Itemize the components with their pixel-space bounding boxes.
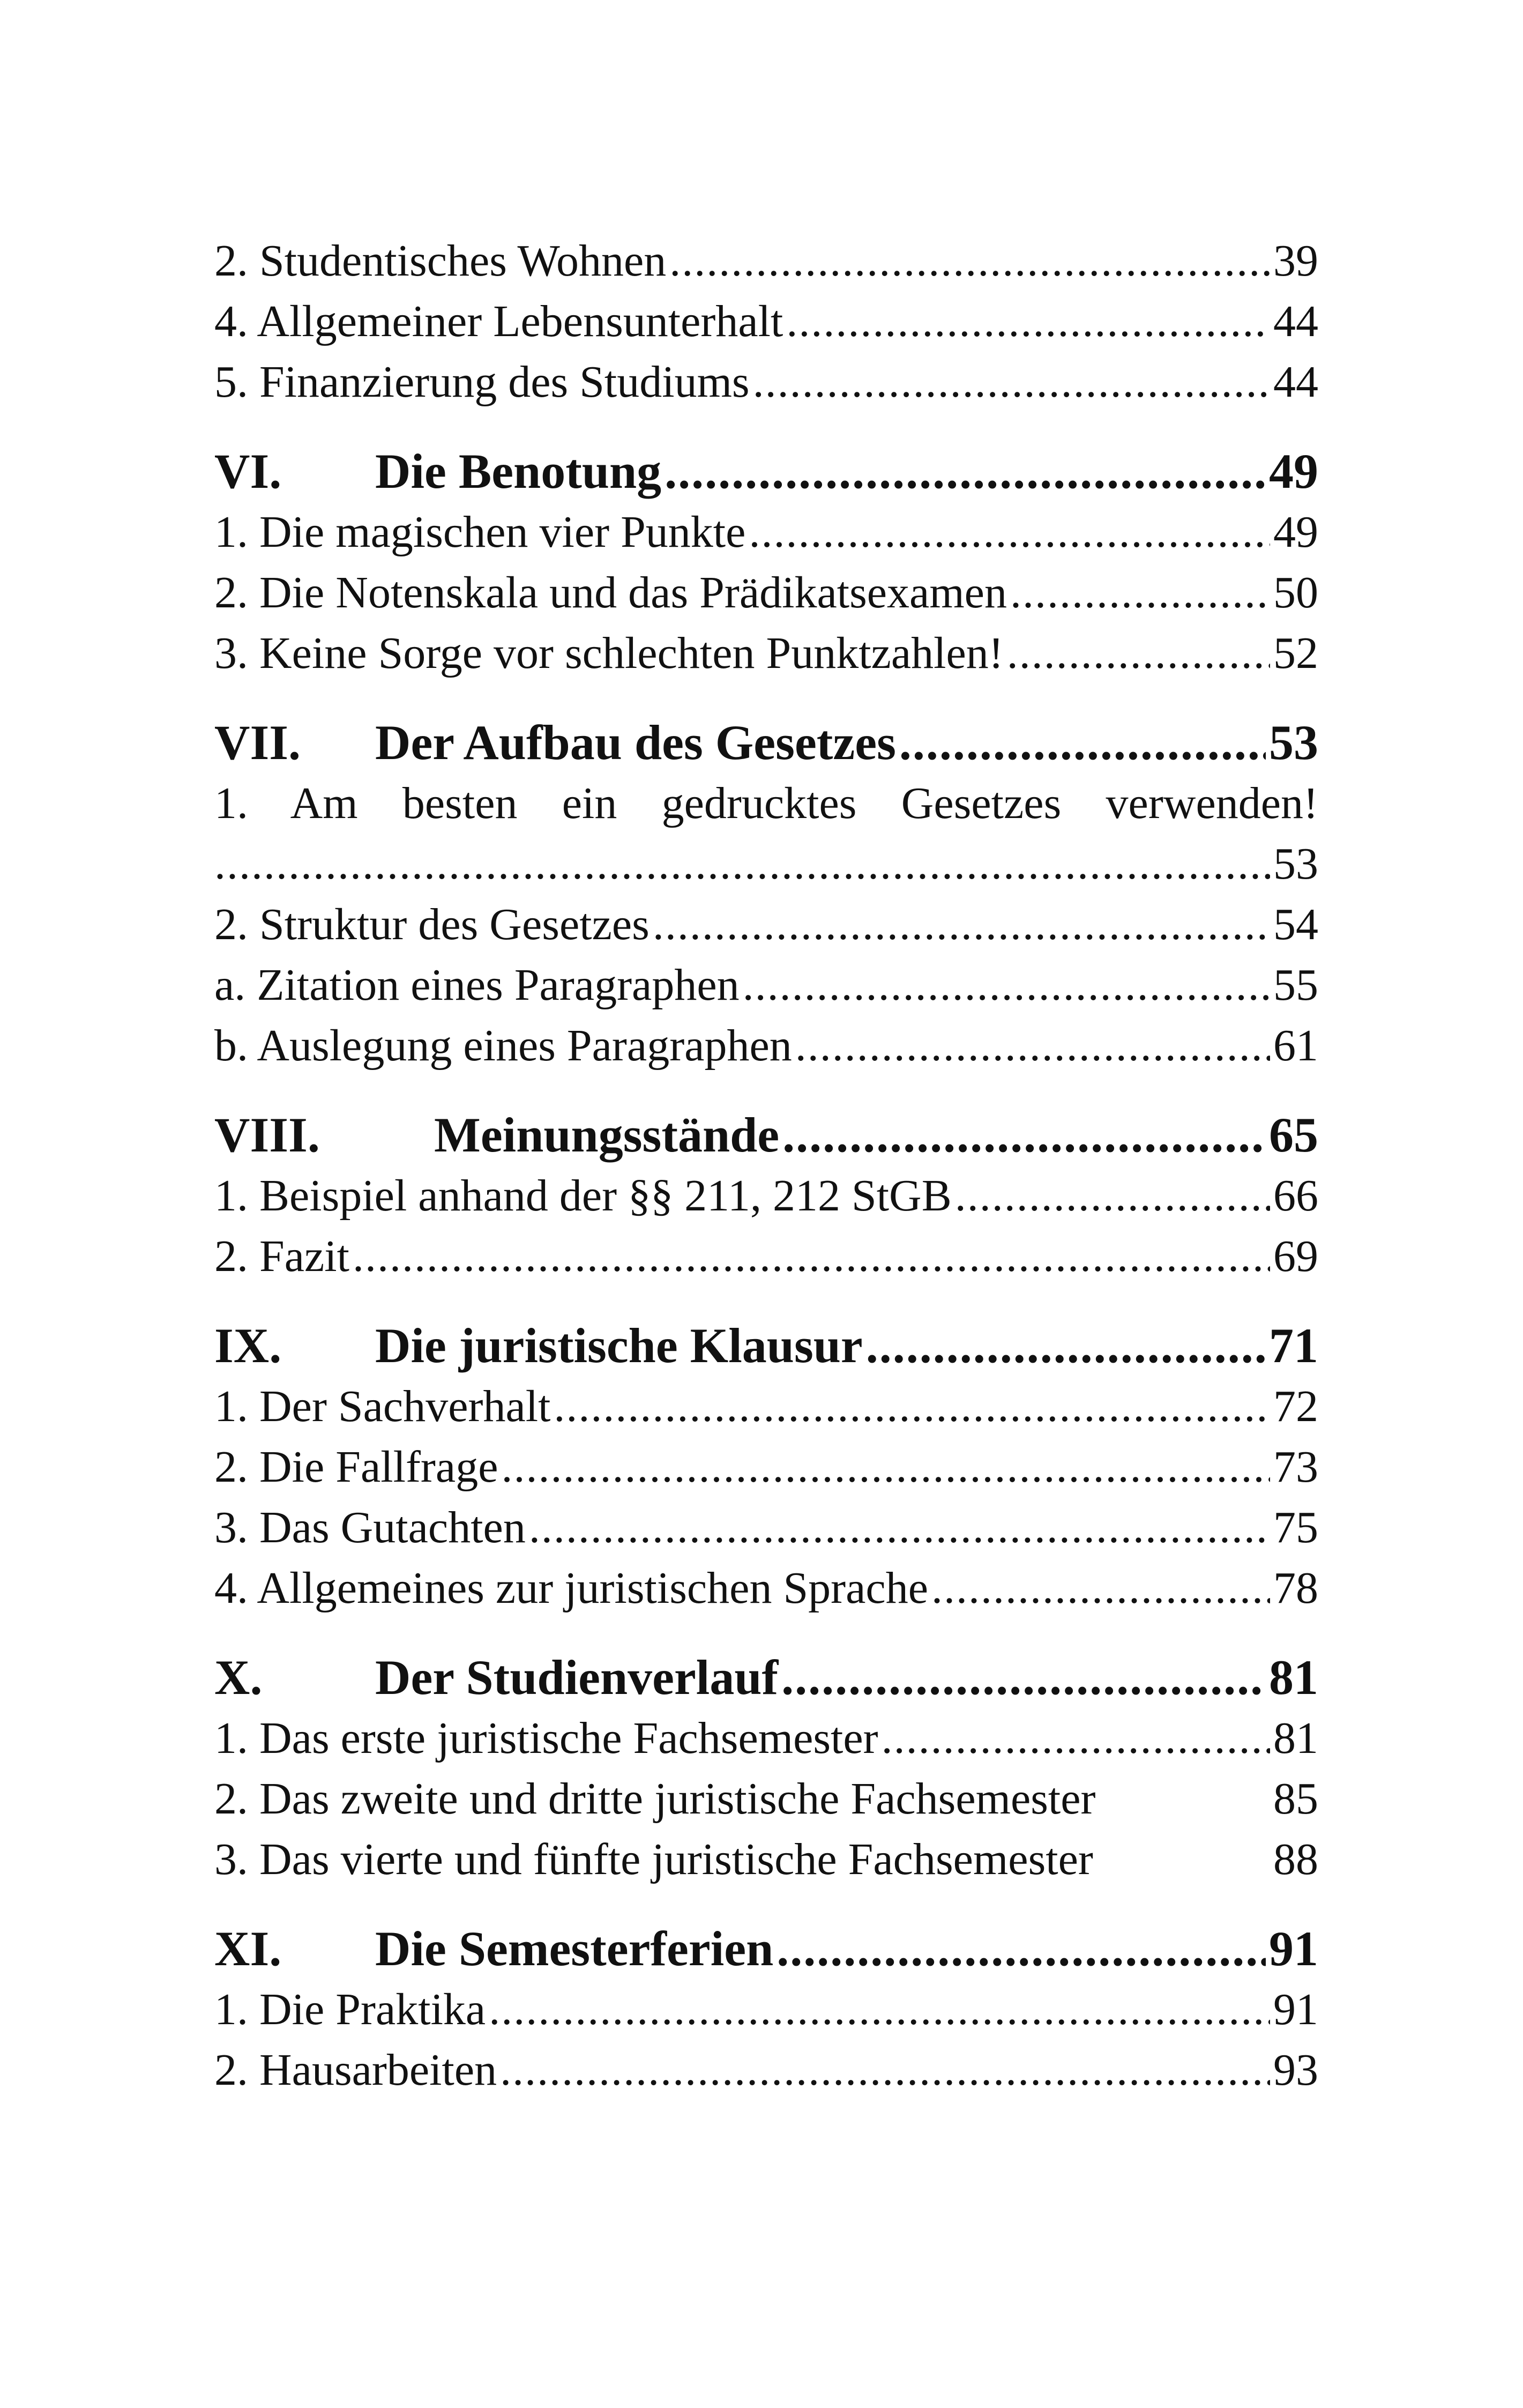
toc-page-number: 44 [1273,357,1318,407]
toc-entry [214,1165,1318,1226]
dot-leader [777,1919,1266,1979]
toc-chapter-text: Meinungsstände [434,1108,780,1162]
toc-page-number: 78 [1273,1563,1318,1613]
toc-chapter-number: XI. [214,1921,282,1976]
toc-entry-title: a. Zitation eines Paragraphen [214,960,740,1010]
dot-leader [554,1376,1270,1437]
dot-leader [1010,562,1270,623]
toc-page-number: 50 [1273,568,1318,618]
toc-chapter-number: IX. [214,1318,282,1373]
toc-entry-title: 2. Fazit [214,1231,349,1281]
toc-chapter-heading [214,1105,1318,1165]
toc-chapter-heading [214,441,1318,502]
toc-entry-title: 1. Der Sachverhalt [214,1381,551,1431]
toc-entry [214,1768,1318,1829]
toc-page-number: 49 [1273,507,1318,557]
toc-entry-title: 1. Am besten ein gedrucktes Gesetzes verwenden! [214,778,1318,828]
toc-entry-title: 1. Die Praktika [214,1985,486,2034]
toc-chapter-title [214,1316,863,1376]
toc-entry [214,955,1318,1015]
toc-entry [214,894,1318,955]
dot-leader [899,712,1266,773]
toc-entry-continuation [214,834,1318,894]
dot-leader [786,291,1270,352]
toc-entry-title: 1. Beispiel anhand der §§ 211, 212 StGB [214,1171,952,1221]
toc-page-number: 49 [1269,444,1318,499]
toc-chapter-text: Der Aufbau des Gesetzes [375,715,896,770]
toc-entry-title: 3. Das Gutachten [214,1503,526,1552]
dot-leader [782,1105,1266,1165]
toc-chapter-title [214,1647,778,1708]
toc-entry-title: 2. Das zweite und dritte juristische Fachsemester [214,1774,1096,1824]
toc-chapter-number: VII. [214,715,301,770]
toc-entry-wrapped [214,773,1318,834]
dot-leader [353,1226,1270,1287]
dot-leader [882,1708,1270,1768]
toc-entry-title: 1. Das erste juristische Fachsemester [214,1713,878,1763]
toc-page-number: 44 [1273,296,1318,346]
toc-entry [214,1979,1318,2040]
toc-entry-title: 1. Die magischen vier Punkte [214,507,746,557]
toc-chapter-heading [214,1919,1318,1979]
toc-entry [214,231,1318,291]
dot-leader [489,1979,1270,2040]
toc-entry-title: 3. Keine Sorge vor schlechten Punktzahlen! [214,628,1004,678]
toc-entry [214,1376,1318,1437]
toc-chapter-text: Die Semesterferien [375,1921,774,1976]
toc-page-number: 73 [1273,1442,1318,1492]
dot-leader [955,1165,1270,1226]
toc-page-number: 81 [1273,1713,1318,1763]
toc-entry-title: 2. Studentisches Wohnen [214,236,667,286]
toc-page-number: 65 [1269,1108,1318,1162]
toc-chapter-title [214,712,896,773]
dot-leader [743,955,1270,1015]
dot-leader [781,1647,1266,1708]
toc-chapter-heading [214,1647,1318,1708]
toc-entry-title: 2. Die Notenskala und das Prädikatsexamen [214,568,1007,618]
toc-entry-title: 3. Das vierte und fünfte juristische Fachsemester [214,1834,1093,1884]
toc-chapter-text: Die juristische Klausur [375,1318,863,1373]
toc-chapter-title [214,1919,773,1979]
toc-entry-title: 2. Struktur des Gesetzes [214,900,649,949]
toc-page-number: 85 [1273,1774,1318,1824]
toc-entry [214,623,1318,683]
toc-chapter-heading [214,712,1318,773]
toc-chapter-number: VIII. [214,1108,320,1162]
toc-entry [214,1437,1318,1497]
toc-chapter-title [214,441,661,502]
toc-entry [214,1708,1318,1768]
toc-entry-title: b. Auslegung eines Paragraphen [214,1021,792,1071]
toc-page-number: 71 [1269,1318,1318,1373]
toc-entry [214,562,1318,623]
toc-entry-title: 5. Finanzierung des Studiums [214,357,750,407]
dot-leader [529,1497,1270,1558]
toc-entry-title: 4. Allgemeiner Lebensunterhalt [214,296,783,346]
toc-page-number: 61 [1273,1021,1318,1071]
toc-chapter-number: X. [214,1650,263,1705]
toc-entry [214,1558,1318,1618]
dot-leader [653,894,1270,955]
toc-entry [214,2040,1318,2100]
toc-entry [214,502,1318,562]
toc-entry [214,1497,1318,1558]
toc-page-number: 66 [1273,1171,1318,1221]
toc-page-number: 55 [1273,960,1318,1010]
toc-chapter-heading [214,1316,1318,1376]
toc-entry [214,1226,1318,1287]
toc-page-number: 52 [1273,628,1318,678]
toc-page-number: 39 [1273,236,1318,286]
toc-entry [214,1015,1318,1076]
toc-entry [214,1829,1318,1890]
toc-page-number: 72 [1273,1381,1318,1431]
table-of-contents [214,231,1318,2100]
toc-page-number: 53 [1269,715,1318,770]
toc-entry [214,291,1318,352]
toc-page-number: 88 [1273,1834,1318,1884]
dot-leader [931,1558,1270,1618]
toc-page-number: 75 [1273,1503,1318,1552]
toc-chapter-text: Der Studienverlauf [375,1650,779,1705]
toc-chapter-text: Die Benotung [375,444,662,499]
toc-page-number: 54 [1273,900,1318,949]
dot-leader [749,502,1270,562]
toc-entry-title: 2. Hausarbeiten [214,2045,497,2095]
toc-chapter-title [214,1105,779,1165]
toc-page-number: 53 [1273,839,1318,889]
toc-entry-title: 4. Allgemeines zur juristischen Sprache [214,1563,928,1613]
toc-entry [214,352,1318,412]
toc-page-number: 91 [1273,1985,1318,2034]
toc-page-number: 93 [1273,2045,1318,2095]
dot-leader [795,1015,1270,1076]
dot-leader [214,834,1270,894]
dot-leader [500,2040,1270,2100]
dot-leader [866,1316,1266,1376]
dot-leader [1007,623,1270,683]
dot-leader [665,441,1266,502]
dot-leader [669,231,1270,291]
toc-chapter-number: VI. [214,444,282,499]
toc-page-number: 69 [1273,1231,1318,1281]
dot-leader [501,1437,1270,1497]
toc-entry-title: 2. Die Fallfrage [214,1442,498,1492]
toc-page-number: 81 [1269,1650,1318,1705]
toc-page-number: 91 [1269,1921,1318,1976]
dot-leader [753,352,1270,412]
